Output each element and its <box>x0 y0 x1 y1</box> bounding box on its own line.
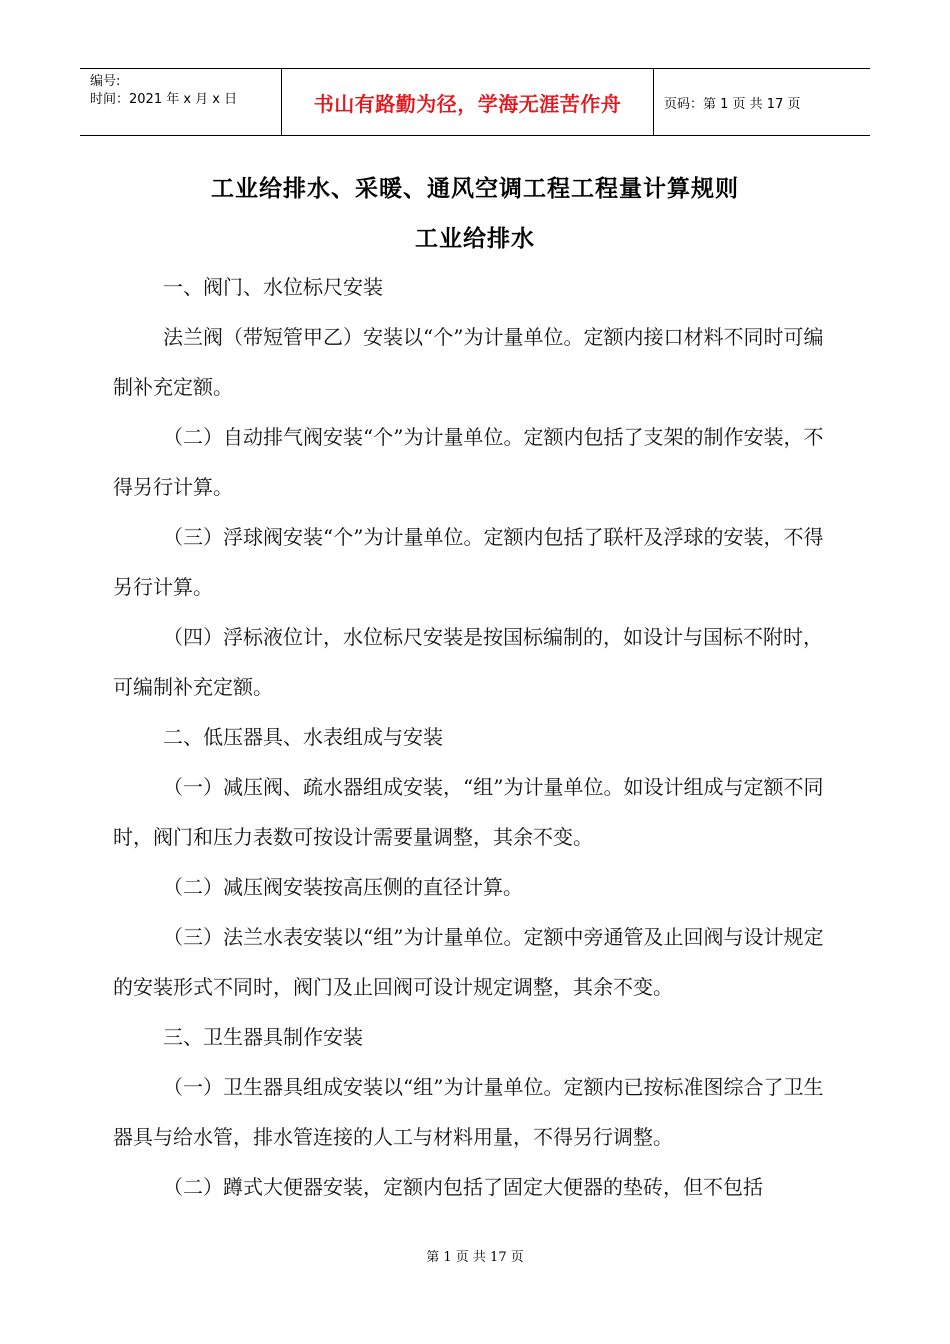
paragraph: （一）减压阀、疏水器组成安装，“组”为计量单位。如设计组成与定额不同时，阀门和压力表数可按设计需要量调整，其余不变。 <box>113 775 824 849</box>
paragraph: 法兰阀（带短管甲乙）安装以“个”为计量单位。定额内接口材料不同时可编制补充定额。 <box>113 325 824 399</box>
paragraph: （一）卫生器具组成安装以“组”为计量单位。定额内已按标准图综合了卫生器具与给水管，排水管连接的人工与材料用量，不得另行调整。 <box>113 1075 824 1149</box>
motto-text: 书山有路勤为径，学海无涯苦作舟 <box>313 91 622 116</box>
paragraph: （二）自动排气阀安装“个”为计量单位。定额内包括了支架的制作安装，不得另行计算。 <box>113 425 824 499</box>
header-meta-cell <box>80 69 282 135</box>
header-page-cell <box>654 69 870 135</box>
page-info: 页码：第 1 页 共 17 页 <box>664 96 801 112</box>
serial-label: 编号: <box>90 74 121 89</box>
section-title: 工业给排水 <box>415 226 535 252</box>
paragraph: （二）蹲式大便器安装，定额内包括了固定大便器的垫砖，但不包括 <box>163 1175 763 1199</box>
date-label: 时间：2021 年 x 月 x 日 <box>90 92 238 107</box>
heading-low-pressure: 二、低压器具、水表组成与安装 <box>163 725 443 749</box>
paragraph: （二）减压阀安装按高压侧的直径计算。 <box>163 875 523 899</box>
paragraph: （四）浮标液位计，水位标尺安装是按国标编制的，如设计与国标不附时，可编制补充定额。 <box>113 625 823 699</box>
paragraph: （三）浮球阀安装“个”为计量单位。定额内包括了联杆及浮球的安装，不得另行计算。 <box>113 525 824 599</box>
document-body <box>113 262 838 1212</box>
page-footer: 第 1 页 共 17 页 <box>426 1250 524 1265</box>
document-header <box>80 68 870 136</box>
paragraph: （三）法兰水表安装以“组”为计量单位。定额中旁通管及止回阀与设计规定的安装形式不同时，阀门及止回阀可设计规定调整，其余不变。 <box>113 925 824 999</box>
heading-sanitary: 三、卫生器具制作安装 <box>163 1025 363 1049</box>
header-motto-cell <box>282 69 654 135</box>
heading-valves: 一、阀门、水位标尺安装 <box>163 275 383 299</box>
document-title: 工业给排水、采暖、通风空调工程工程量计算规则 <box>211 176 739 202</box>
